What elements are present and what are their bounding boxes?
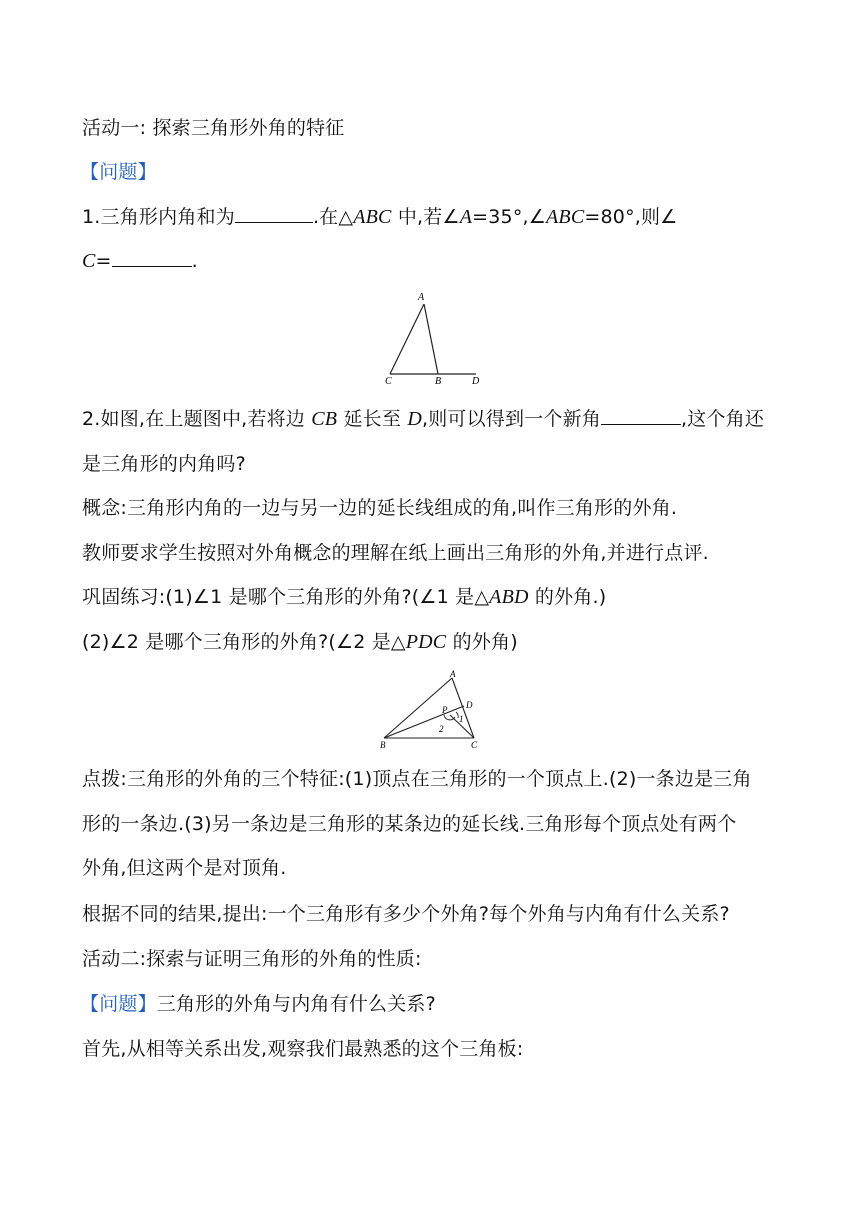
q1-eq-a: =35°,∠ (472, 206, 546, 228)
q2-d: D (407, 408, 422, 430)
activity2-title: 活动二:探索与证明三角形的外角的性质: (82, 948, 422, 970)
triangle-figure-1 (380, 286, 490, 386)
fig2-label-c: C (471, 740, 478, 750)
fig1-label-a: A (418, 292, 425, 303)
fig2-angle1-arc (456, 712, 458, 718)
tip-line2: 形的一条边.(3)另一条边是三角形的某条边的延长线.三角形每个顶点处有两个 (82, 813, 737, 835)
fig1-label-d: D (472, 376, 480, 386)
practice2-tri: PDC (405, 631, 447, 653)
fig2-label-a: A (450, 669, 456, 679)
blank-2 (112, 248, 192, 267)
fig1-side-ab (424, 304, 438, 374)
fig2-label-p: P (442, 705, 448, 715)
q3-tag: 【问题】 (80, 993, 157, 1015)
fig1-label-c: C (385, 376, 392, 386)
q3-text: 三角形的外角与内角有什么关系? (156, 993, 436, 1015)
activity1-title: 活动一: 探索三角形外角的特征 (82, 117, 345, 139)
q2-prefix: 2.如图,在上题图中,若将边 (82, 408, 312, 430)
triangle-figure-2 (376, 668, 488, 752)
concept-text: 概念:三角形内角的一边与另一边的延长线组成的角,叫作三角形的外角. (82, 497, 678, 519)
q2-tail: ,这个角还 (681, 408, 765, 430)
question-1-line2 (82, 247, 198, 275)
fig2-label-d: D (466, 700, 473, 710)
ask-text: 根据不同的结果,提出:一个三角形有多少个外角?每个外角与内角有什么关系? (82, 903, 730, 925)
fig1-label-b: B (435, 376, 442, 386)
q2-cb: CB (311, 408, 338, 430)
tip-line3: 外角,但这两个是对顶角. (82, 857, 287, 879)
teacher-text: 教师要求学生按照对外角概念的理解在纸上画出三角形的外角,并进行点评. (82, 542, 709, 564)
q1-prefix: 1.三角形内角和为 (82, 206, 235, 228)
question-2-line1 (82, 405, 764, 433)
blank-3 (601, 406, 681, 425)
q1-eq-abc: =80°,则∠ (584, 206, 678, 228)
first-text: 首先,从相等关系出发,观察我们最熟悉的这个三角板: (82, 1038, 524, 1060)
blank-1 (235, 204, 313, 223)
question-2-line2: 是三角形的内角吗? (82, 453, 246, 475)
practice-1 (82, 583, 606, 611)
practice2-a: (2)∠2 是哪个三角形的外角?(∠2 是△ (82, 631, 406, 653)
q1-end: . (191, 250, 198, 272)
practice-2 (82, 628, 518, 656)
fig1-side-ca (390, 304, 424, 374)
fig2-angle2-arc (444, 715, 455, 720)
q2-mid2: ,则可以得到一个新角 (421, 408, 602, 430)
practice1-a: 巩固练习:(1)∠1 是哪个三角形的外角?(∠1 是△ (82, 586, 490, 608)
fig2-label-2: 2 (439, 724, 444, 734)
question-1-line1 (82, 203, 677, 231)
practice1-tri: ABD (489, 586, 529, 608)
question-3 (80, 990, 436, 1018)
practice1-b: 的外角.) (528, 586, 607, 608)
practice2-b: 的外角) (446, 631, 518, 653)
fig2-label-1: 1 (459, 714, 464, 724)
q1-eq: = (95, 250, 112, 272)
q1-abc: ABC (546, 206, 585, 228)
q2-mid: 延长至 (337, 408, 408, 430)
q1-c: C (82, 250, 96, 272)
q1-mid: .在△ (312, 206, 354, 228)
q1-text2: 中,若∠ (391, 206, 460, 228)
fig2-label-b: B (380, 740, 386, 750)
problem-heading: 【问题】 (80, 161, 157, 183)
tip-line1: 点拨:三角形的外角的三个特征:(1)顶点在三角形的一个顶点上.(2)一条边是三角 (82, 768, 752, 790)
q1-a: A (459, 206, 473, 228)
q1-tri: ABC (353, 206, 392, 228)
fig2-line-bd (384, 706, 464, 738)
